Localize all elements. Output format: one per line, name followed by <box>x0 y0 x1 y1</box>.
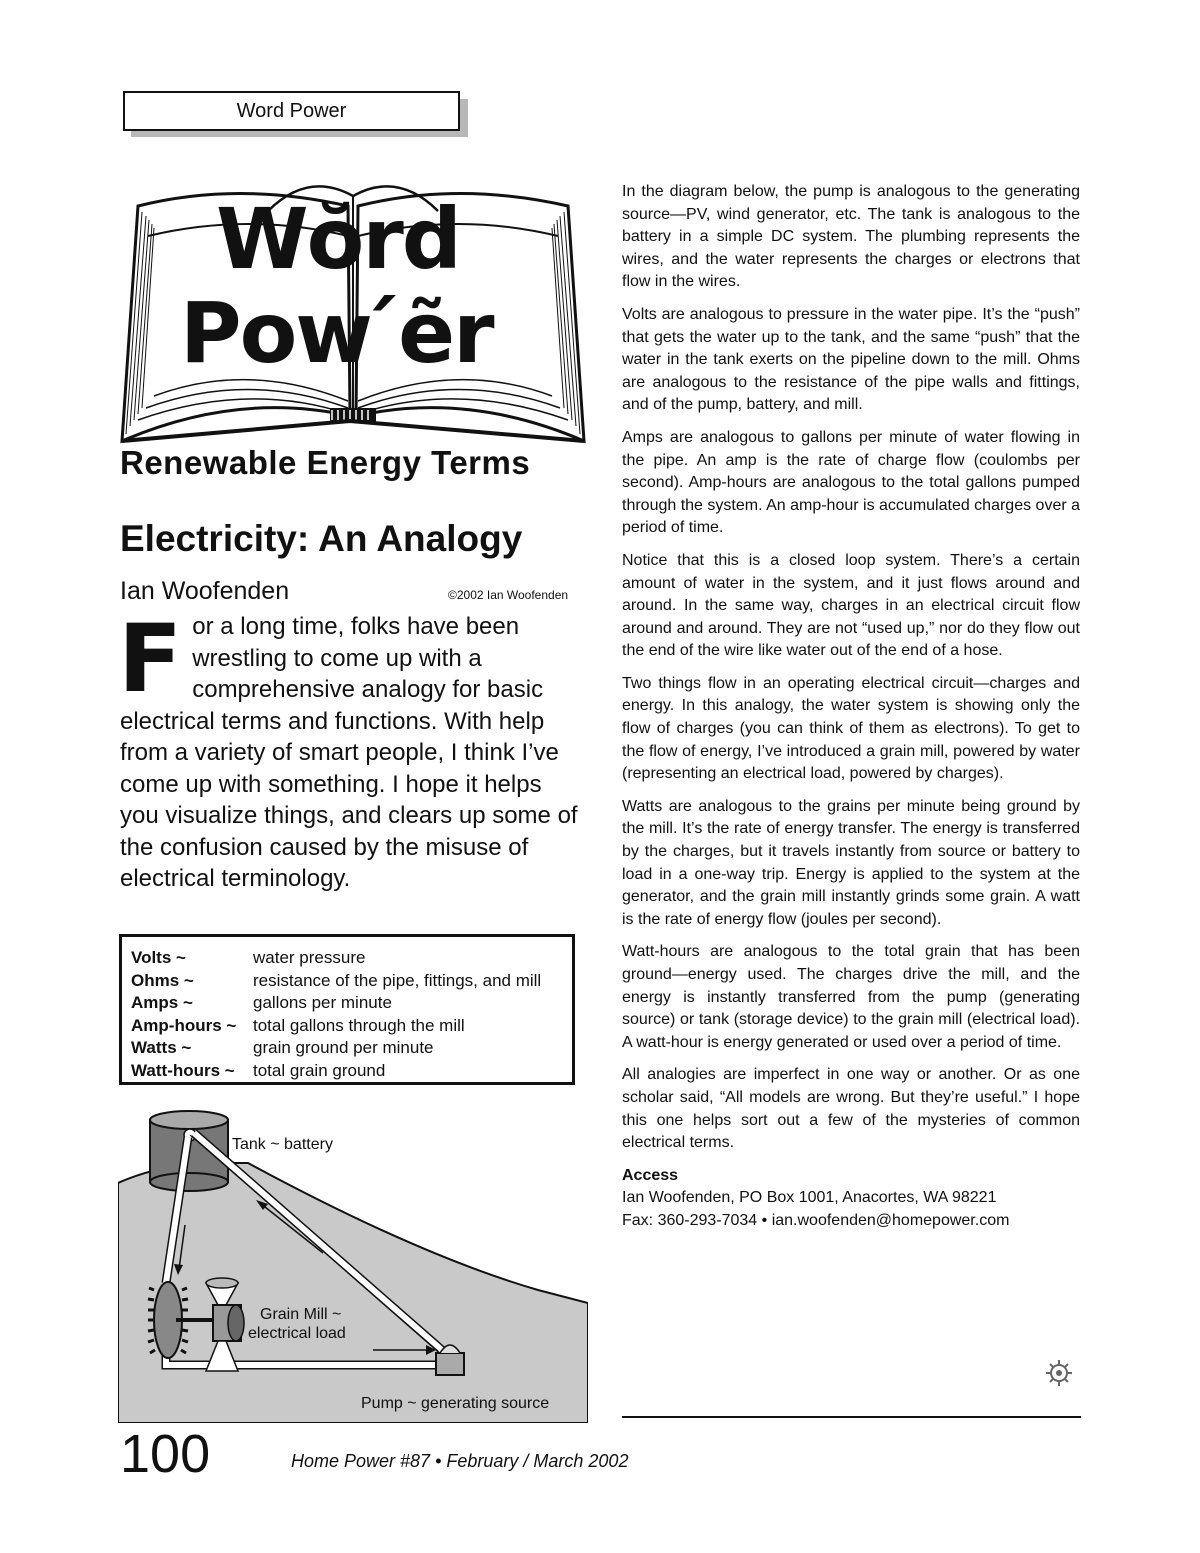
lead-paragraph <box>118 605 582 895</box>
subtitle: Renewable Energy Terms <box>120 444 531 481</box>
definitions-box <box>119 934 575 1085</box>
definition-term: Watt-hours ~ <box>131 1060 235 1080</box>
body-paragraph: Amps are analogous to gallons per minute of water flowing in the pipe. An amp is the rate of charge flow (coulombs per second). Amp-hours are analogous to the total gallons pumped through the system. An amp-hour is accumulated charges over a period of time. <box>622 428 1081 537</box>
tank-label: Tank ~ battery <box>232 1136 333 1153</box>
pump-label: Pump ~ generating source <box>361 1395 550 1412</box>
water-system-illustration <box>118 1105 588 1423</box>
access-heading: Access <box>622 1166 679 1184</box>
body-column <box>622 181 1080 1233</box>
definition-desc: resistance of the pipe, fittings, and mill <box>253 970 542 990</box>
definition-desc: water pressure <box>253 948 366 967</box>
mill-label-line-2: electrical load <box>248 1325 346 1342</box>
body-paragraph: Watt-hours are analogous to the total grain that has been ground—energy used. The charges drive the mill, and the energy is instantly transferred from the pump (generating source) or tank (storage device) to the grain mill (electrical load). A watt-hour is energy generated or used over a period of time. <box>622 943 1080 1051</box>
access-address: Ian Woofenden, PO Box 1001, Anacortes, WA 98221 <box>622 1189 997 1207</box>
definition-term: Watts ~ <box>131 1038 192 1057</box>
author-name: Ian Woofenden <box>120 577 290 605</box>
body-paragraph: Two things flow in an operating electrical circuit—charges and energy. In this analogy, the water system is showing only the flow of charges (you can think of them as electrons). To get to the flow of energy, I’ve introduced a grain mill, powered by water (representing an electrical load, powered by charges). <box>622 674 1080 783</box>
end-mark-icon <box>1044 1358 1074 1388</box>
definition-term: Amps ~ <box>131 993 193 1012</box>
column-end-rule <box>622 1416 1081 1418</box>
body-paragraph: Watts are analogous to the grains per minute being ground by the mill. It’s the rate of energy transfer. The energy is transferred by the charges, but it travels instantly from source or battery to load in a one-way trip. Energy is applied to the system at the generator, and the grain mill instantly grinds some grain. A watt is the rate of energy flow (joules per second). <box>622 797 1080 928</box>
definition-term: Amp-hours ~ <box>131 1015 237 1035</box>
mill-label-line-1: Grain Mill ~ <box>260 1306 342 1323</box>
water-analogy-diagram <box>118 1105 588 1423</box>
page-number: 100 <box>120 1424 211 1484</box>
definition-desc: gallons per minute <box>253 993 392 1012</box>
body-paragraph: In the diagram below, the pump is analogous to the generating source—PV, wind generator, etc. The tank is analogous to the battery in a simple DC system. The plumbing represents the wires, and the water represents the charges or electrons that flow in the wires. <box>622 183 1080 291</box>
definition-desc: total gallons through the mill <box>253 1015 465 1035</box>
body-paragraph: Volts are analogous to pressure in the water pipe. It’s the “push” that gets the water up to the tank, and the same “push” that the water in the tank exerts on the pipeline down to the mill. Ohms are analogous to the resistance of the pipe walls and fittings, and of the pump, battery, and mill. <box>622 305 1080 414</box>
definition-desc: grain ground per minute <box>253 1038 434 1057</box>
body-paragraph: All analogies are imperfect in one way or another. Or as one scholar said, “All models are wrong. But they’re useful.” I hope this one helps sort out a few of the mysteries of common electrical terms. <box>622 1066 1080 1152</box>
definition-desc: total grain ground <box>253 1060 386 1080</box>
access-contact: Fax: 360-293-7034 • ian.woofenden@homepower.com <box>622 1211 1010 1229</box>
body-paragraph: Notice that this is a closed loop system. There’s a certain amount of water in the system, and it just flows around and around. In the same way, charges in an electrical circuit flow around and around. They are not “used up,” nor do they flow out the end of the wire like water out of the end of a hose. <box>622 551 1080 660</box>
word-power-logo <box>118 176 588 451</box>
definition-term: Volts ~ <box>131 948 186 967</box>
section-tab: Word Power <box>123 91 460 131</box>
publication-footer: Home Power #87 • February / March 2002 <box>291 1451 629 1471</box>
drop-cap: F <box>118 605 183 714</box>
article-title: Electricity: An Analogy <box>120 518 523 559</box>
copyright-notice: ©2002 Ian Woofenden <box>448 588 569 602</box>
logo-line-1: Wŏrd <box>216 190 460 288</box>
definition-term: Ohms ~ <box>131 970 194 990</box>
lead-text: or a long time, folks have been wrestling to come up with a comprehensive analogy for basic electrical terms and functions. With help from a variety of smart people, I think I’ve come up with something. I hope it helps you visualize things, and clears up some of the confusion caused by the misuse of electrical terminology. <box>120 613 578 892</box>
logo-line-2: Pow ́ẽr <box>180 284 493 382</box>
